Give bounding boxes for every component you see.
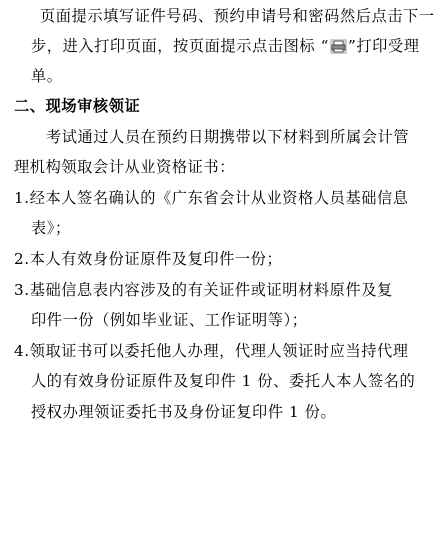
printer-icon — [330, 39, 347, 54]
text-line-2-part-1: 步，进入打印页面，按页面提示点击图标 “ — [31, 37, 329, 55]
list-item-4-line-2: 人的有效身份证原件及复印件 1 份、委托人本人签名的 — [31, 372, 416, 390]
text-line-2 — [31, 36, 419, 56]
section-heading: 二、现场审核领证 — [14, 97, 141, 115]
list-item-1-line-2: 表》； — [31, 219, 71, 237]
list-item-2: 2.本人有效身份证原件及复印件一份； — [14, 250, 283, 268]
text-line-5: 考试通过人员在预约日期携带以下材料到所属会计管 — [46, 128, 410, 146]
text-line-6: 理机构领取会计从业资格证书： — [14, 158, 236, 176]
list-item-3-line-2: 印件一份（例如毕业证、工作证明等）； — [31, 311, 308, 329]
list-item-4-line-1: 4.领取证书可以委托他人办理，代理人领证时应当持代理 — [14, 342, 409, 360]
text-line-3: 单。 — [31, 67, 63, 85]
list-item-1-line-1: 1.经本人签名确认的《广东省会计从业资格人员基础信息 — [14, 189, 409, 207]
text-line-1: 页面提示填写证件号码、预约申请号和密码然后点击下一 — [40, 7, 435, 25]
text-line-2-part-2: ”打印受理 — [347, 37, 420, 55]
list-item-4-line-3: 授权办理领证委托书及身份证复印件 1 份。 — [31, 403, 337, 421]
list-item-3-line-1: 3.基础信息表内容涉及的有关证件或证明材料原件及复 — [14, 281, 393, 299]
